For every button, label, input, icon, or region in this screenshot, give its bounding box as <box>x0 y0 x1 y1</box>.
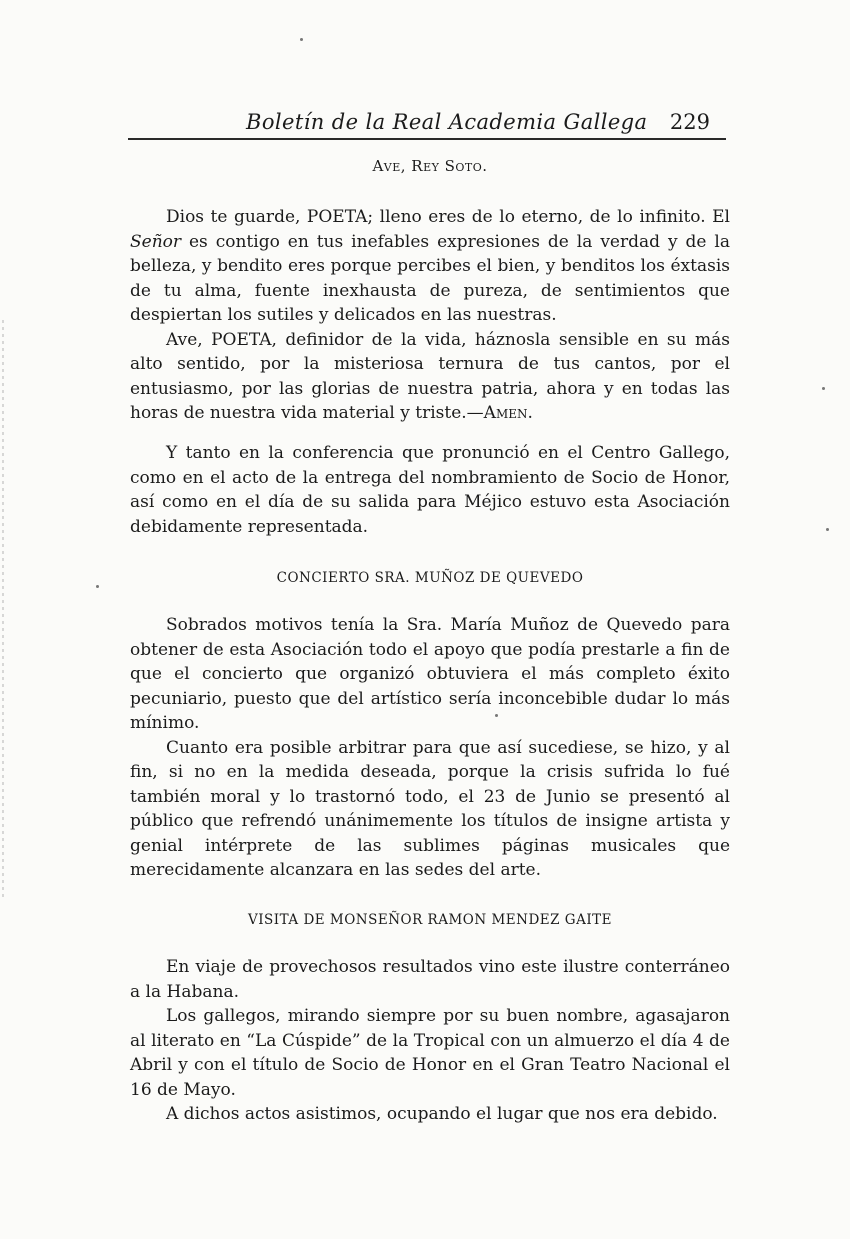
paragraph: Cuanto era posible arbitrar para que así sucediese, se hizo, y al fin, si no en la medida deseada, porque la crisis sufrida lo fué también moral y lo trastornó todo, el 23 de Junio se presentó al público que refrendó unánimemente los títulos de insigne artista y genial intérprete de las sublimes páginas musicales que merecidamente alcanzara en las sedes del arte. <box>130 737 730 880</box>
visita-section <box>130 955 730 1127</box>
text-run: Dios te guarde, POETA; lleno eres de lo eterno, de lo infinito. El <box>166 207 730 227</box>
binding-edge-marks <box>2 320 4 900</box>
paragraph <box>130 205 730 328</box>
scan-speck <box>96 585 99 588</box>
text-run: Ave, POETA, definidor de la vida, háznosla sensible en su más alto sentido, por la misteriosa ternura de tus cantos, por el entusiasmo, por las glorias de nuestra patria, ahora y en todas las horas de nuestra vida material y triste.— <box>130 329 730 423</box>
amen-word: Amen. <box>483 403 533 423</box>
prayer-block <box>130 205 730 426</box>
journal-title: Boletín de la Real Academia Gallega <box>246 110 648 134</box>
text-run: es contigo en tus inefables expresiones de la verdad y de la belleza, y bendito eres porque percibes el bien, y benditos los éxtasis de tu alma, fuente inexhausta de pureza, de sentimientos que despiertan los sutiles y delicados en las nuestras. <box>130 231 730 325</box>
scan-speck <box>495 714 498 717</box>
scan-speck <box>300 38 303 41</box>
page-number: 229 <box>669 110 710 134</box>
scan-speck <box>822 387 825 390</box>
paragraph: A dichos actos asistimos, ocupando el lugar que nos era debido. <box>166 1104 718 1124</box>
paragraph <box>130 328 730 426</box>
paragraph: En viaje de provechosos resultados vino este ilustre conterráneo a la Habana. <box>130 957 730 1002</box>
running-header <box>128 108 726 140</box>
scan-speck <box>826 528 829 531</box>
representation-block <box>130 441 730 539</box>
emphasis-senor: Señor <box>130 231 182 252</box>
paragraph: Sobrados motivos tenía la Sra. María Muñoz de Quevedo para obtener de esta Asociación todo el apoyo que podía prestarle a fin de que el concierto que organizó obtuviera el más completo éxito pecuniario, puesto que del artístico sería inconcebible dudar lo más mínimo. <box>130 615 730 733</box>
paragraph: Los gallegos, mirando siempre por su buen nombre, agasajaron al literato en “La Cúspide” de la Tropical con un almuerzo el día 4 de Abril y con el título de Socio de Honor en el Gran Teatro Nacional el 16 de Mayo. <box>130 1006 730 1100</box>
paragraph: Y tanto en la conferencia que pronunció en el Centro Gallego, como en el acto de la entrega del nombramiento de Socio de Honor, así como en el día de su salida para Méjico estuvo esta Asociación debidamente representada. <box>130 443 730 537</box>
salutation-heading: Ave, Rey Soto. <box>372 157 488 175</box>
section-heading-visita: VISITA DE MONSEÑOR RAMON MENDEZ GAITE <box>247 912 613 928</box>
concierto-section <box>130 613 730 883</box>
section-heading-concierto: CONCIERTO SRA. MUÑOZ DE QUEVEDO <box>276 570 584 586</box>
